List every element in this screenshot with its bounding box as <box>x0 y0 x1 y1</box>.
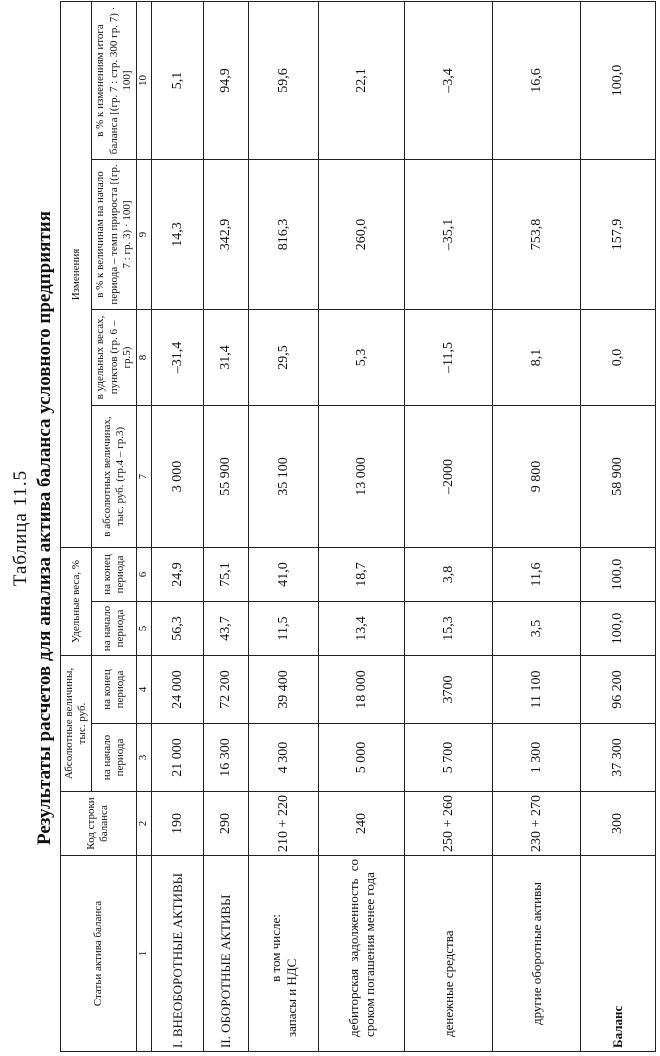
row-share-start: 11,5 <box>249 602 319 656</box>
row-share-end: 18,7 <box>319 548 405 602</box>
row-abs-end: 24 000 <box>151 656 203 724</box>
row-code: 190 <box>151 792 203 856</box>
balance-analysis-table <box>60 1 656 1052</box>
table-row <box>405 1 493 1051</box>
row-change-pct-start: 753,8 <box>493 160 581 310</box>
row-abs-end: 11 100 <box>493 656 581 724</box>
table-title: Результаты расчетов для анализа актива баланса условного предприятия <box>34 211 55 846</box>
row-share-start: 100,0 <box>581 602 656 656</box>
header-change-abs: в абсолютных величинах, тыс. руб. (гр.4 – гр.3) <box>92 406 137 548</box>
row-share-end: 3,8 <box>405 548 493 602</box>
row-change-abs: –2000 <box>405 406 493 548</box>
row-item <box>249 856 319 1052</box>
column-number: 3 <box>136 724 151 792</box>
row-item: денежные средства <box>405 856 493 1052</box>
row-item: другие оборотные активы <box>493 856 581 1052</box>
row-code: 210 + 220 <box>249 792 319 856</box>
row-abs-end: 39 400 <box>249 656 319 724</box>
row-change-share: 0,0 <box>581 310 656 406</box>
row-change-pct-start: –35,1 <box>405 160 493 310</box>
column-number: 9 <box>136 160 151 310</box>
row-change-share: –11,5 <box>405 310 493 406</box>
row-share-end: 100,0 <box>581 548 656 602</box>
row-change-abs: 9 800 <box>493 406 581 548</box>
table-row <box>249 1 319 1051</box>
row-abs-start: 16 300 <box>203 724 248 792</box>
row-share-end: 24,9 <box>151 548 203 602</box>
row-change-share: 29,5 <box>249 310 319 406</box>
row-change-abs: 13 000 <box>319 406 405 548</box>
row-change-share: 5,3 <box>319 310 405 406</box>
row-share-start: 13,4 <box>319 602 405 656</box>
row-share-start: 56,3 <box>151 602 203 656</box>
row-item: I. ВНЕОБОРОТНЫЕ АКТИВЫ <box>151 856 203 1052</box>
table-row <box>151 1 203 1051</box>
header-abs-end: на конец периода <box>92 656 137 724</box>
row-abs-start: 21 000 <box>151 724 203 792</box>
row-code: 290 <box>203 792 248 856</box>
row-change-pct-start: 14,3 <box>151 160 203 310</box>
row-abs-start: 37 300 <box>581 724 656 792</box>
row-abs-end: 96 200 <box>581 656 656 724</box>
header-change-pct-total: в % к изменениям итога баланса [(гр. 7 : стр. 300 гр. 7) · 100] <box>92 1 137 159</box>
row-abs-start: 5 000 <box>319 724 405 792</box>
column-number: 10 <box>136 1 151 159</box>
row-change-pct-total: 16,6 <box>493 1 581 159</box>
row-change-share: 8,1 <box>493 310 581 406</box>
row-item-label: запасы и НДС <box>283 958 299 1037</box>
row-share-start: 43,7 <box>203 602 248 656</box>
row-change-abs: 58 900 <box>581 406 656 548</box>
column-number: 8 <box>136 310 151 406</box>
row-code: 300 <box>581 792 656 856</box>
row-abs-end: 18 000 <box>319 656 405 724</box>
header-change-share: в удельных весах, пунктов (гр. 6 – гр.5) <box>92 310 137 406</box>
row-share-end: 11,6 <box>493 548 581 602</box>
row-abs-start: 5 700 <box>405 724 493 792</box>
column-number: 2 <box>136 792 151 856</box>
row-share-end: 41,0 <box>249 548 319 602</box>
header-share-group: Удельные веса, % <box>61 548 92 656</box>
column-number: 1 <box>136 856 151 1052</box>
header-change-group: Изменения <box>61 1 92 547</box>
column-number: 7 <box>136 406 151 548</box>
table-row <box>319 1 405 1051</box>
column-number: 6 <box>136 548 151 602</box>
row-share-start: 3,5 <box>493 602 581 656</box>
row-change-share: 31,4 <box>203 310 248 406</box>
row-abs-start: 1 300 <box>493 724 581 792</box>
row-abs-end: 72 200 <box>203 656 248 724</box>
row-change-pct-start: 342,9 <box>203 160 248 310</box>
row-change-pct-start: 157,9 <box>581 160 656 310</box>
header-item: Статьи актива баланса <box>61 856 137 1052</box>
row-abs-end: 3700 <box>405 656 493 724</box>
row-change-pct-total: 22,1 <box>319 1 405 159</box>
row-item: дебиторская задолженность со сроком погашения менее года <box>319 856 405 1052</box>
table-row <box>493 1 581 1051</box>
row-item: Баланс <box>581 856 656 1052</box>
row-change-pct-total: –3,4 <box>405 1 493 159</box>
table-row <box>203 1 248 1051</box>
header-share-end: на конец периода <box>92 548 137 602</box>
table-label: Таблица 11.5 <box>10 469 31 587</box>
row-change-pct-total: 5,1 <box>151 1 203 159</box>
row-change-pct-start: 260,0 <box>319 160 405 310</box>
row-change-pct-total: 100,0 <box>581 1 656 159</box>
row-change-pct-total: 59,6 <box>249 1 319 159</box>
table-row <box>581 1 656 1051</box>
row-code: 250 + 260 <box>405 792 493 856</box>
row-share-start: 15,3 <box>405 602 493 656</box>
row-code: 230 + 270 <box>493 792 581 856</box>
row-change-abs: 55 900 <box>203 406 248 548</box>
row-change-pct-start: 816,3 <box>249 160 319 310</box>
row-change-share: –31,4 <box>151 310 203 406</box>
row-item: II. ОБОРОТНЫЕ АКТИВЫ <box>203 856 248 1052</box>
row-code: 240 <box>319 792 405 856</box>
header-abs-group: Абсолютные величины, тыс. руб. <box>61 656 92 792</box>
header-share-start: на начало периода <box>92 602 137 656</box>
header-abs-start: на начало периода <box>92 724 137 792</box>
row-change-abs: 3 000 <box>151 406 203 548</box>
column-number: 5 <box>136 602 151 656</box>
row-change-pct-total: 94,9 <box>203 1 248 159</box>
header-code: Код строки баланса <box>61 792 137 856</box>
column-number: 4 <box>136 656 151 724</box>
row-abs-start: 4 300 <box>249 724 319 792</box>
header-change-pct-start: в % к величинам на начало периода – темп прироста [(гр. 7 : гр. 3) · 100] <box>92 160 137 310</box>
row-item-prefix: в том числе: <box>268 914 284 982</box>
row-change-abs: 35 100 <box>249 406 319 548</box>
row-share-end: 75,1 <box>203 548 248 602</box>
